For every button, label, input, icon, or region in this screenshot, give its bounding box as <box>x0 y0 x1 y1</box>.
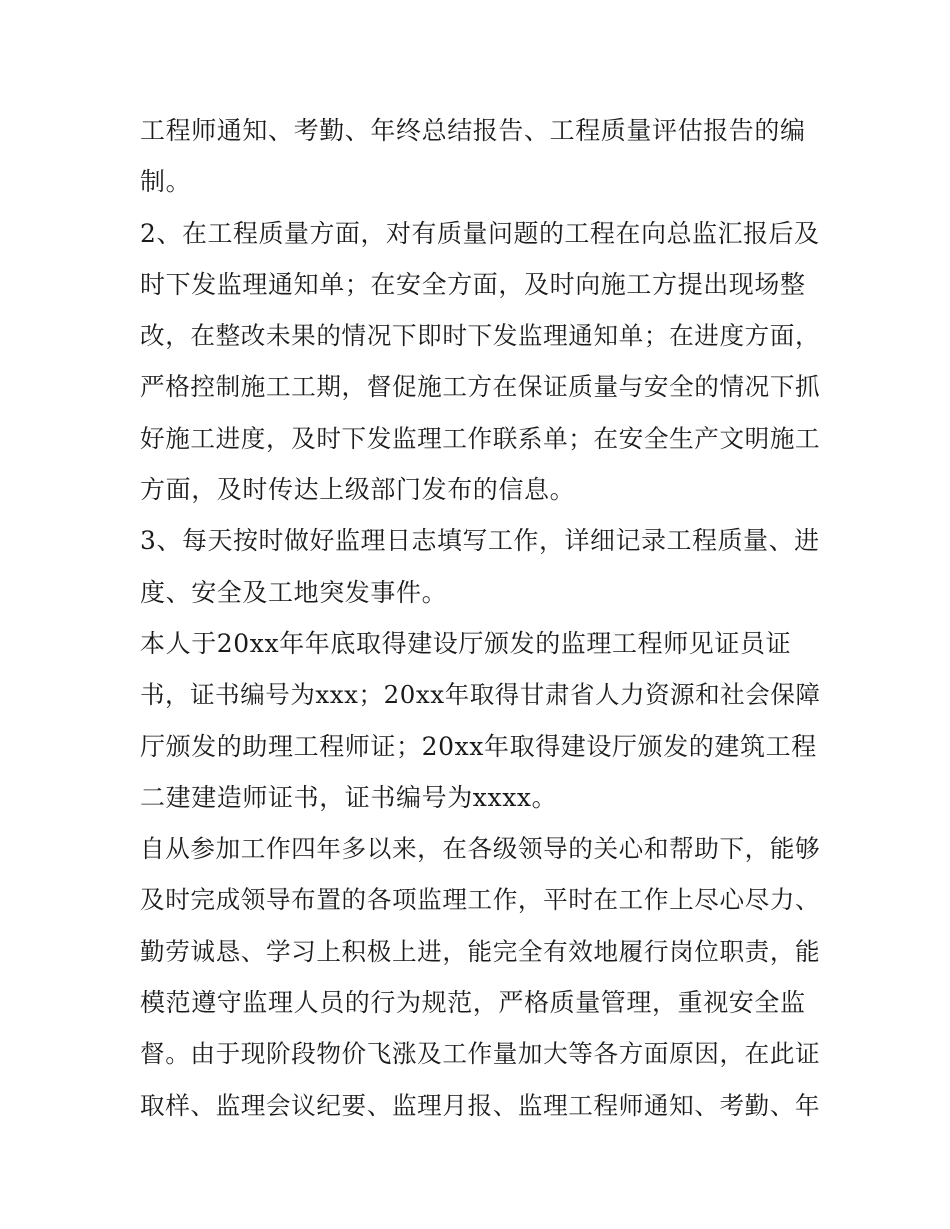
text-line: 好施工进度，及时下发监理工作联系单；在安全生产文明施工 <box>140 423 821 453</box>
text-line: 制。 <box>140 167 192 197</box>
document-body <box>140 105 820 1131</box>
text-line: 模范遵守监理人员的行为规范，严格质量管理，重视安全监 <box>140 988 806 1018</box>
text-line: 厅颁发的助理工程师证；20xx年取得建设厅颁发的建筑工程 <box>140 731 817 761</box>
text-line: 严格控制施工工期，督促施工方在保证质量与安全的情况下抓 <box>140 372 821 402</box>
text-line: 及时完成领导布置的各项监理工作，平时在工作上尽心尽力、 <box>140 885 821 915</box>
text-line: 书，证书编号为xxx；20xx年取得甘肃省人力资源和社会保障 <box>140 680 821 710</box>
text-line: 取样、监理会议纪要、监理月报、监理工程师通知、考勤、年 <box>140 1090 821 1120</box>
text-line: 勤劳诚恳、学习上积极上进，能完全有效地履行岗位职责，能 <box>140 936 821 966</box>
text-line: 本人于20xx年年底取得建设厅颁发的监理工程师见证员证 <box>140 628 792 658</box>
text-line: 二建建造师证书，证书编号为xxxx。 <box>140 782 558 812</box>
text-line: 时下发监理通知单；在安全方面，及时向施工方提出现场整 <box>140 269 806 299</box>
text-line: 自从参加工作四年多以来，在各级领导的关心和帮助下，能够 <box>140 834 821 864</box>
text-line: 3、每天按时做好监理日志填写工作，详细记录工程质量、进 <box>140 526 820 556</box>
text-line: 方面，及时传达上级部门发布的信息。 <box>140 475 576 505</box>
text-line: 改，在整改未果的情况下即时下发监理通知单；在进度方面， <box>140 321 821 351</box>
text-line: 工程师通知、考勤、年终总结报告、工程质量评估报告的编 <box>140 116 806 145</box>
text-line: 度、安全及工地突发事件。 <box>140 577 448 607</box>
text-line: 2、在工程质量方面，对有质量问题的工程在向总监汇报后及 <box>140 218 820 248</box>
text-line: 督。由于现阶段物价飞涨及工作量加大等各方面原因，在此证 <box>140 1039 821 1069</box>
